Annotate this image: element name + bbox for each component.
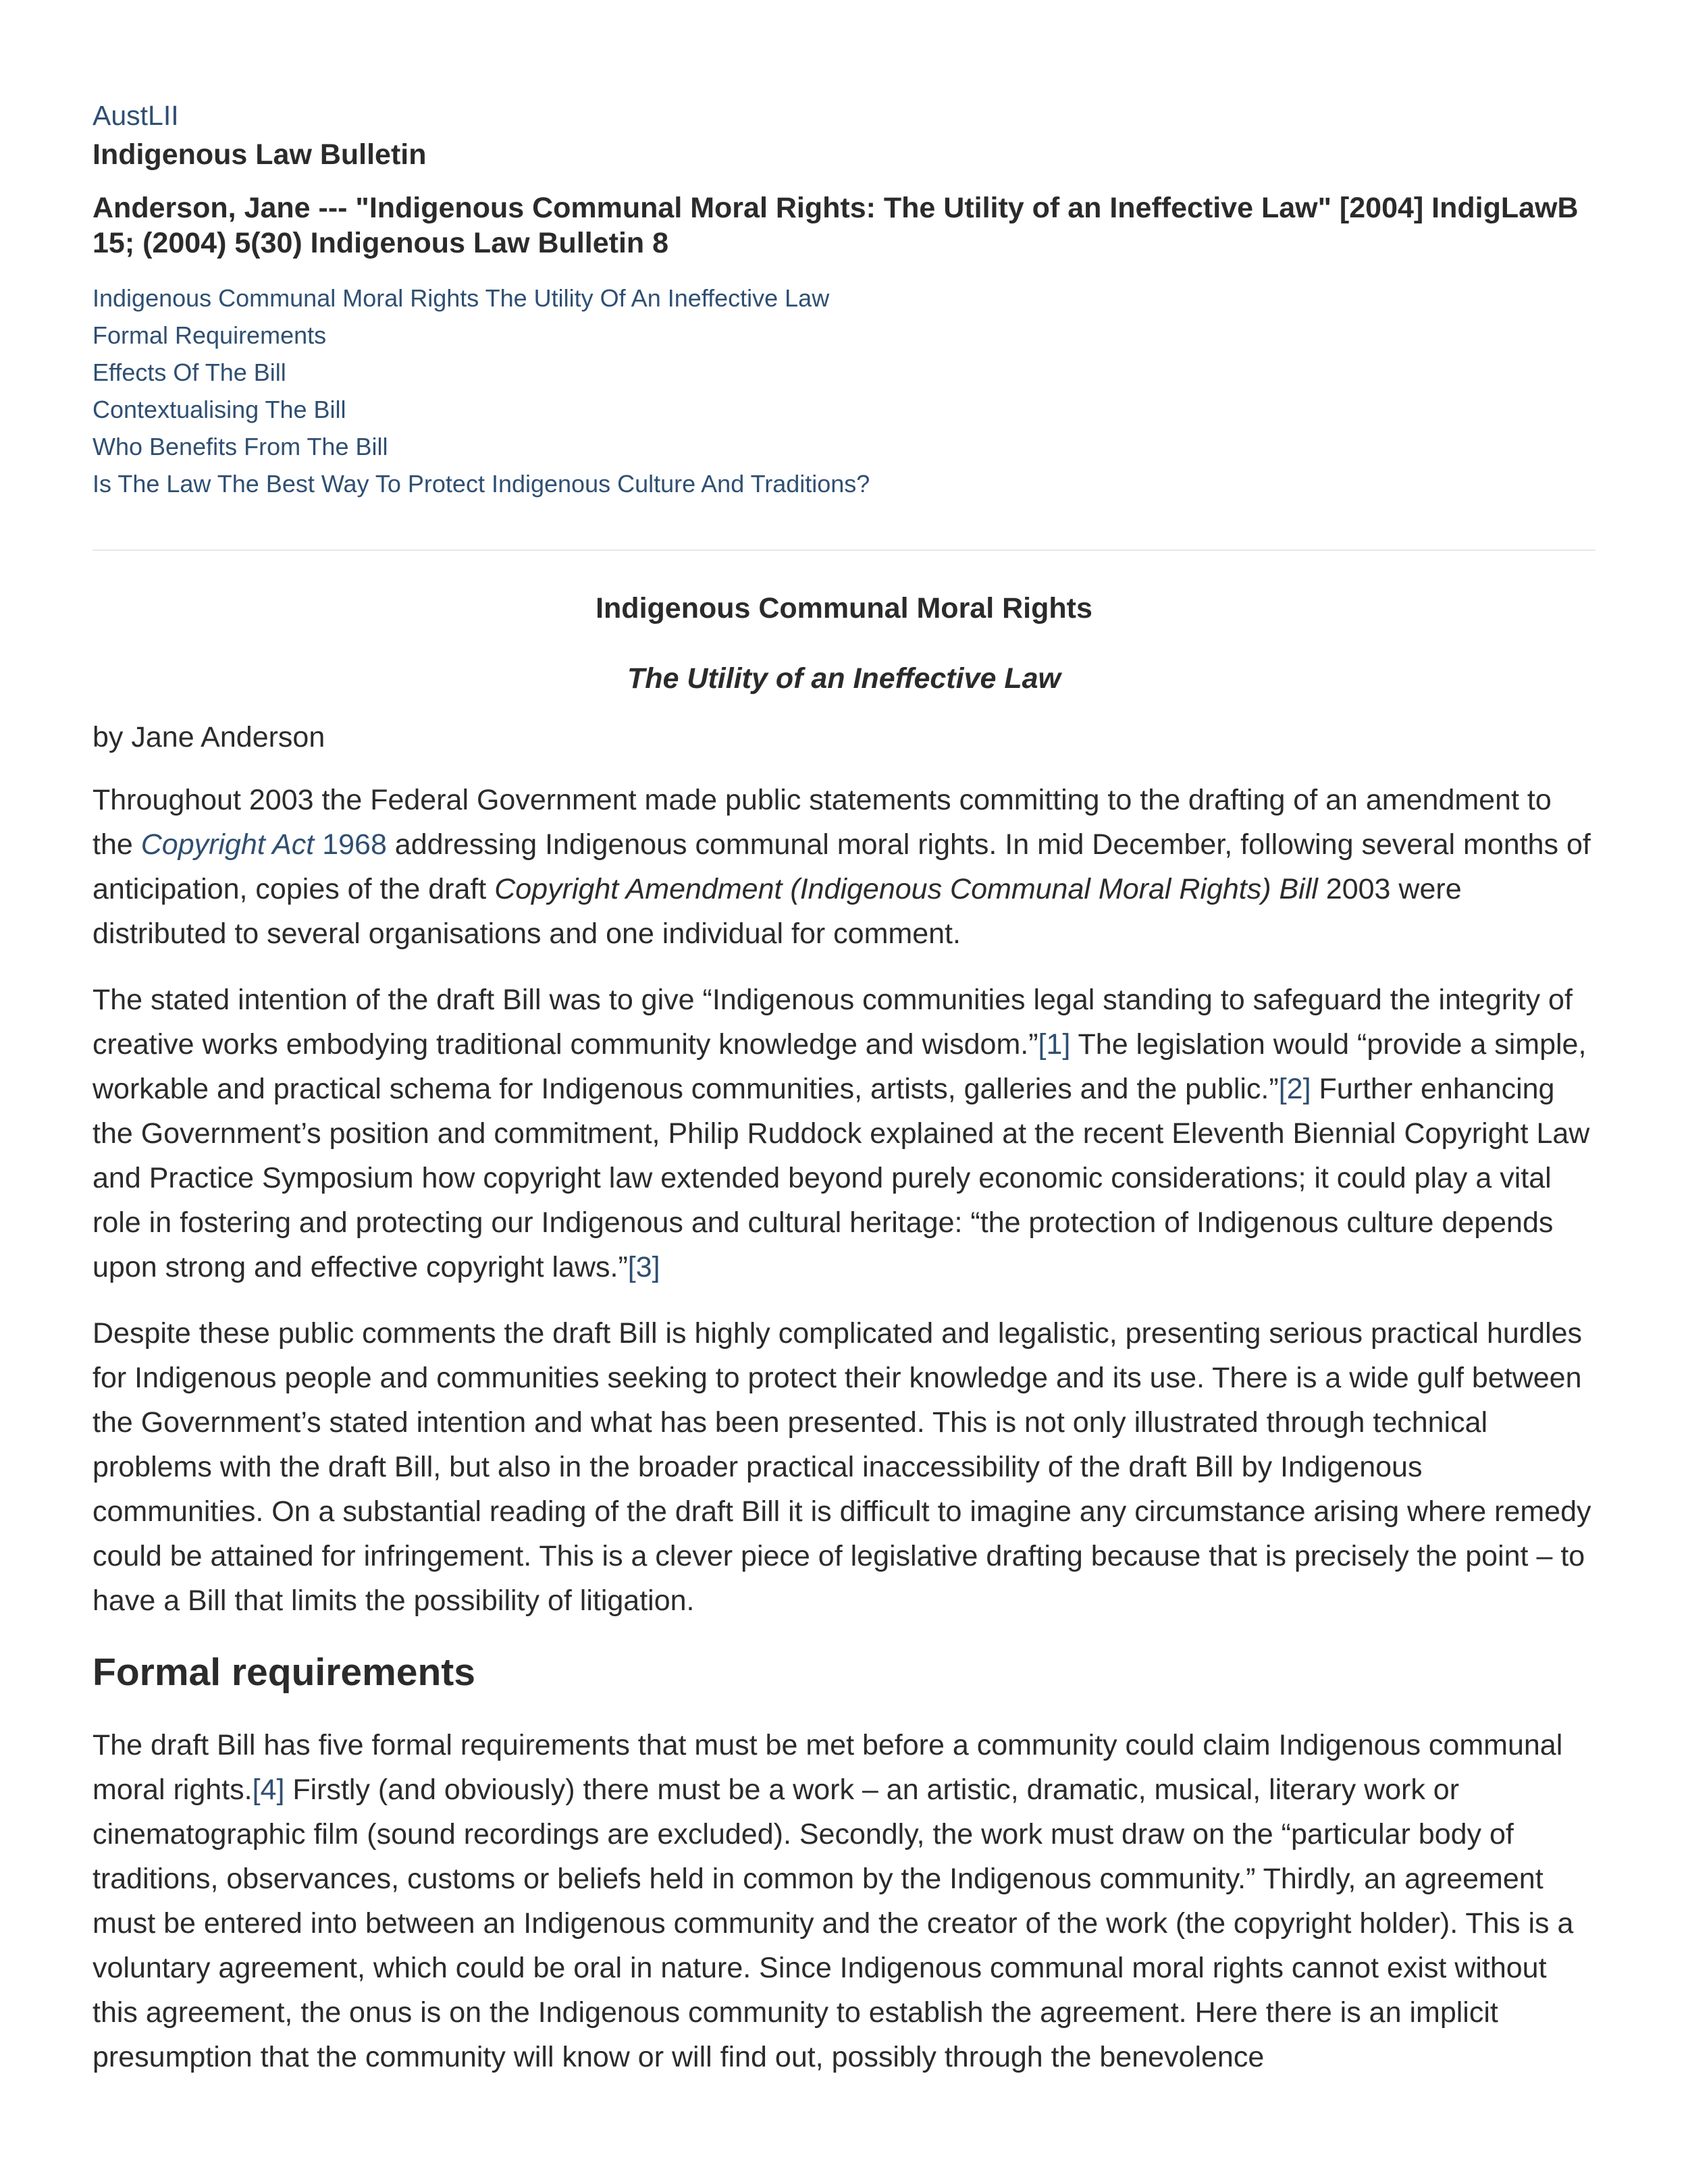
toc-link-main[interactable]: Indigenous Communal Moral Rights The Utility Of An Ineffective Law — [93, 284, 830, 312]
p1-text-a: Throughout 2003 the Federal Government made public statements committing to the drafting of an amendment to the — [93, 784, 1552, 861]
p2-text-c: Further enhancing the Government’s position and commitment, Philip Ruddock explained at the recent Eleventh Biennial Copyright Law and Practice Symposium how copyright law extended beyond purely economic considerations; it could play a vital role in fostering and protecting our Indigenous and cultural heritage: “the protection of Indigenous culture depends upon strong and effective copyright laws.” — [93, 1073, 1590, 1283]
p2-text-a: The stated intention of the draft Bill was to give “Indigenous communities legal standing to safeguard the integrity of creative works embodying traditional community knowledge and wisdom.” — [93, 984, 1573, 1061]
paragraph-4 — [93, 1723, 1595, 2079]
section-heading-formal-requirements: Formal requirements — [93, 1651, 475, 1694]
footnote-link-2[interactable]: [2] — [1278, 1073, 1311, 1105]
copyright-act-link-italic: Copyright Act — [140, 828, 315, 861]
toc-item — [93, 354, 1595, 391]
austlii-home-link[interactable]: AustLII — [93, 100, 179, 131]
bulletin-title: Indigenous Law Bulletin — [93, 138, 427, 171]
footnote-link-1[interactable]: [1] — [1038, 1028, 1071, 1061]
article-title: Indigenous Communal Moral Rights — [596, 592, 1092, 624]
p1-text-c: 2003 were distributed to several organisations and one individual for comment. — [93, 873, 1462, 950]
footnote-link-3[interactable]: [3] — [627, 1251, 660, 1283]
toc-item — [93, 428, 1595, 465]
divider — [93, 550, 1595, 551]
toc-link-contextualising[interactable]: Contextualising The Bill — [93, 396, 346, 423]
toc-link-formal-requirements[interactable]: Formal Requirements — [93, 321, 327, 349]
copyright-act-link-year: 1968 — [314, 828, 387, 861]
toc-link-effects[interactable]: Effects Of The Bill — [93, 358, 286, 386]
toc-item — [93, 391, 1595, 428]
p1-text-b: addressing Indigenous communal moral rights. In mid December, following several months of anticipation, copies of the draft — [93, 828, 1591, 905]
toc-link-is-the-law-best[interactable]: Is The Law The Best Way To Protect Indigenous Culture And Traditions? — [93, 470, 870, 498]
table-of-contents — [93, 279, 1595, 502]
toc-item — [93, 465, 1595, 502]
byline: by Jane Anderson — [93, 721, 325, 753]
paragraph-3: Despite these public comments the draft Bill is highly complicated and legalistic, presenting serious practical hurdles for Indigenous people and communities seeking to protect their knowledge and its use. There is a wide gulf between the Government’s stated intention and what has been presented. This is not only illustrated through technical problems with the draft Bill, but also in the broader practical inaccessibility of the draft Bill by Indigenous communities. On a substantial reading of the draft Bill it is difficult to imagine any circumstance arising where remedy could be attained for infringement. This is a clever piece of legislative drafting because that is precisely the point – to have a Bill that limits the possibility of litigation. — [93, 1317, 1591, 1617]
p4-text-b: Firstly (and obviously) there must be a work – an artistic, dramatic, musical, literary work or cinematographic film (sound recordings are excluded). Secondly, the work must draw on the “particular body of traditions, observances, customs or beliefs held in common by the Indigenous community.” Thirdly, an agreement must be entered into between an Indigenous community and the creator of the work (the copyright holder). This is a voluntary agreement, which could be oral in nature. Since Indigenous communal moral rights cannot exist without this agreement, the onus is on the Indigenous community to establish the agreement. Here there is an implicit presumption that the community will know or will find out, possibly through the benevolence — [93, 1774, 1574, 2073]
toc-item — [93, 279, 1595, 317]
footnote-link-4[interactable]: [4] — [252, 1774, 285, 1806]
paragraph-1 — [93, 778, 1595, 956]
p4-text-a: The draft Bill has five formal requirements that must be met before a community could claim Indigenous communal moral rights. — [93, 1729, 1563, 1806]
paragraph-2 — [93, 978, 1595, 1289]
article-subtitle: The Utility of an Ineffective Law — [627, 662, 1061, 695]
copyright-act-link[interactable] — [141, 828, 387, 861]
toc-item — [93, 317, 1595, 354]
p2-text-b: The legislation would “provide a simple, workable and practical schema for Indigenous communities, artists, galleries and the public.” — [93, 1028, 1587, 1105]
toc-link-who-benefits[interactable]: Who Benefits From The Bill — [93, 433, 388, 460]
citation-heading: Anderson, Jane --- "Indigenous Communal Moral Rights: The Utility of an Ineffective Law" [2004] IndigLawB 15; (2004) 5(30) Indigenous Law Bulletin 8 — [93, 192, 1579, 259]
bill-name: Copyright Amendment (Indigenous Communal Moral Rights) Bill — [494, 873, 1318, 905]
